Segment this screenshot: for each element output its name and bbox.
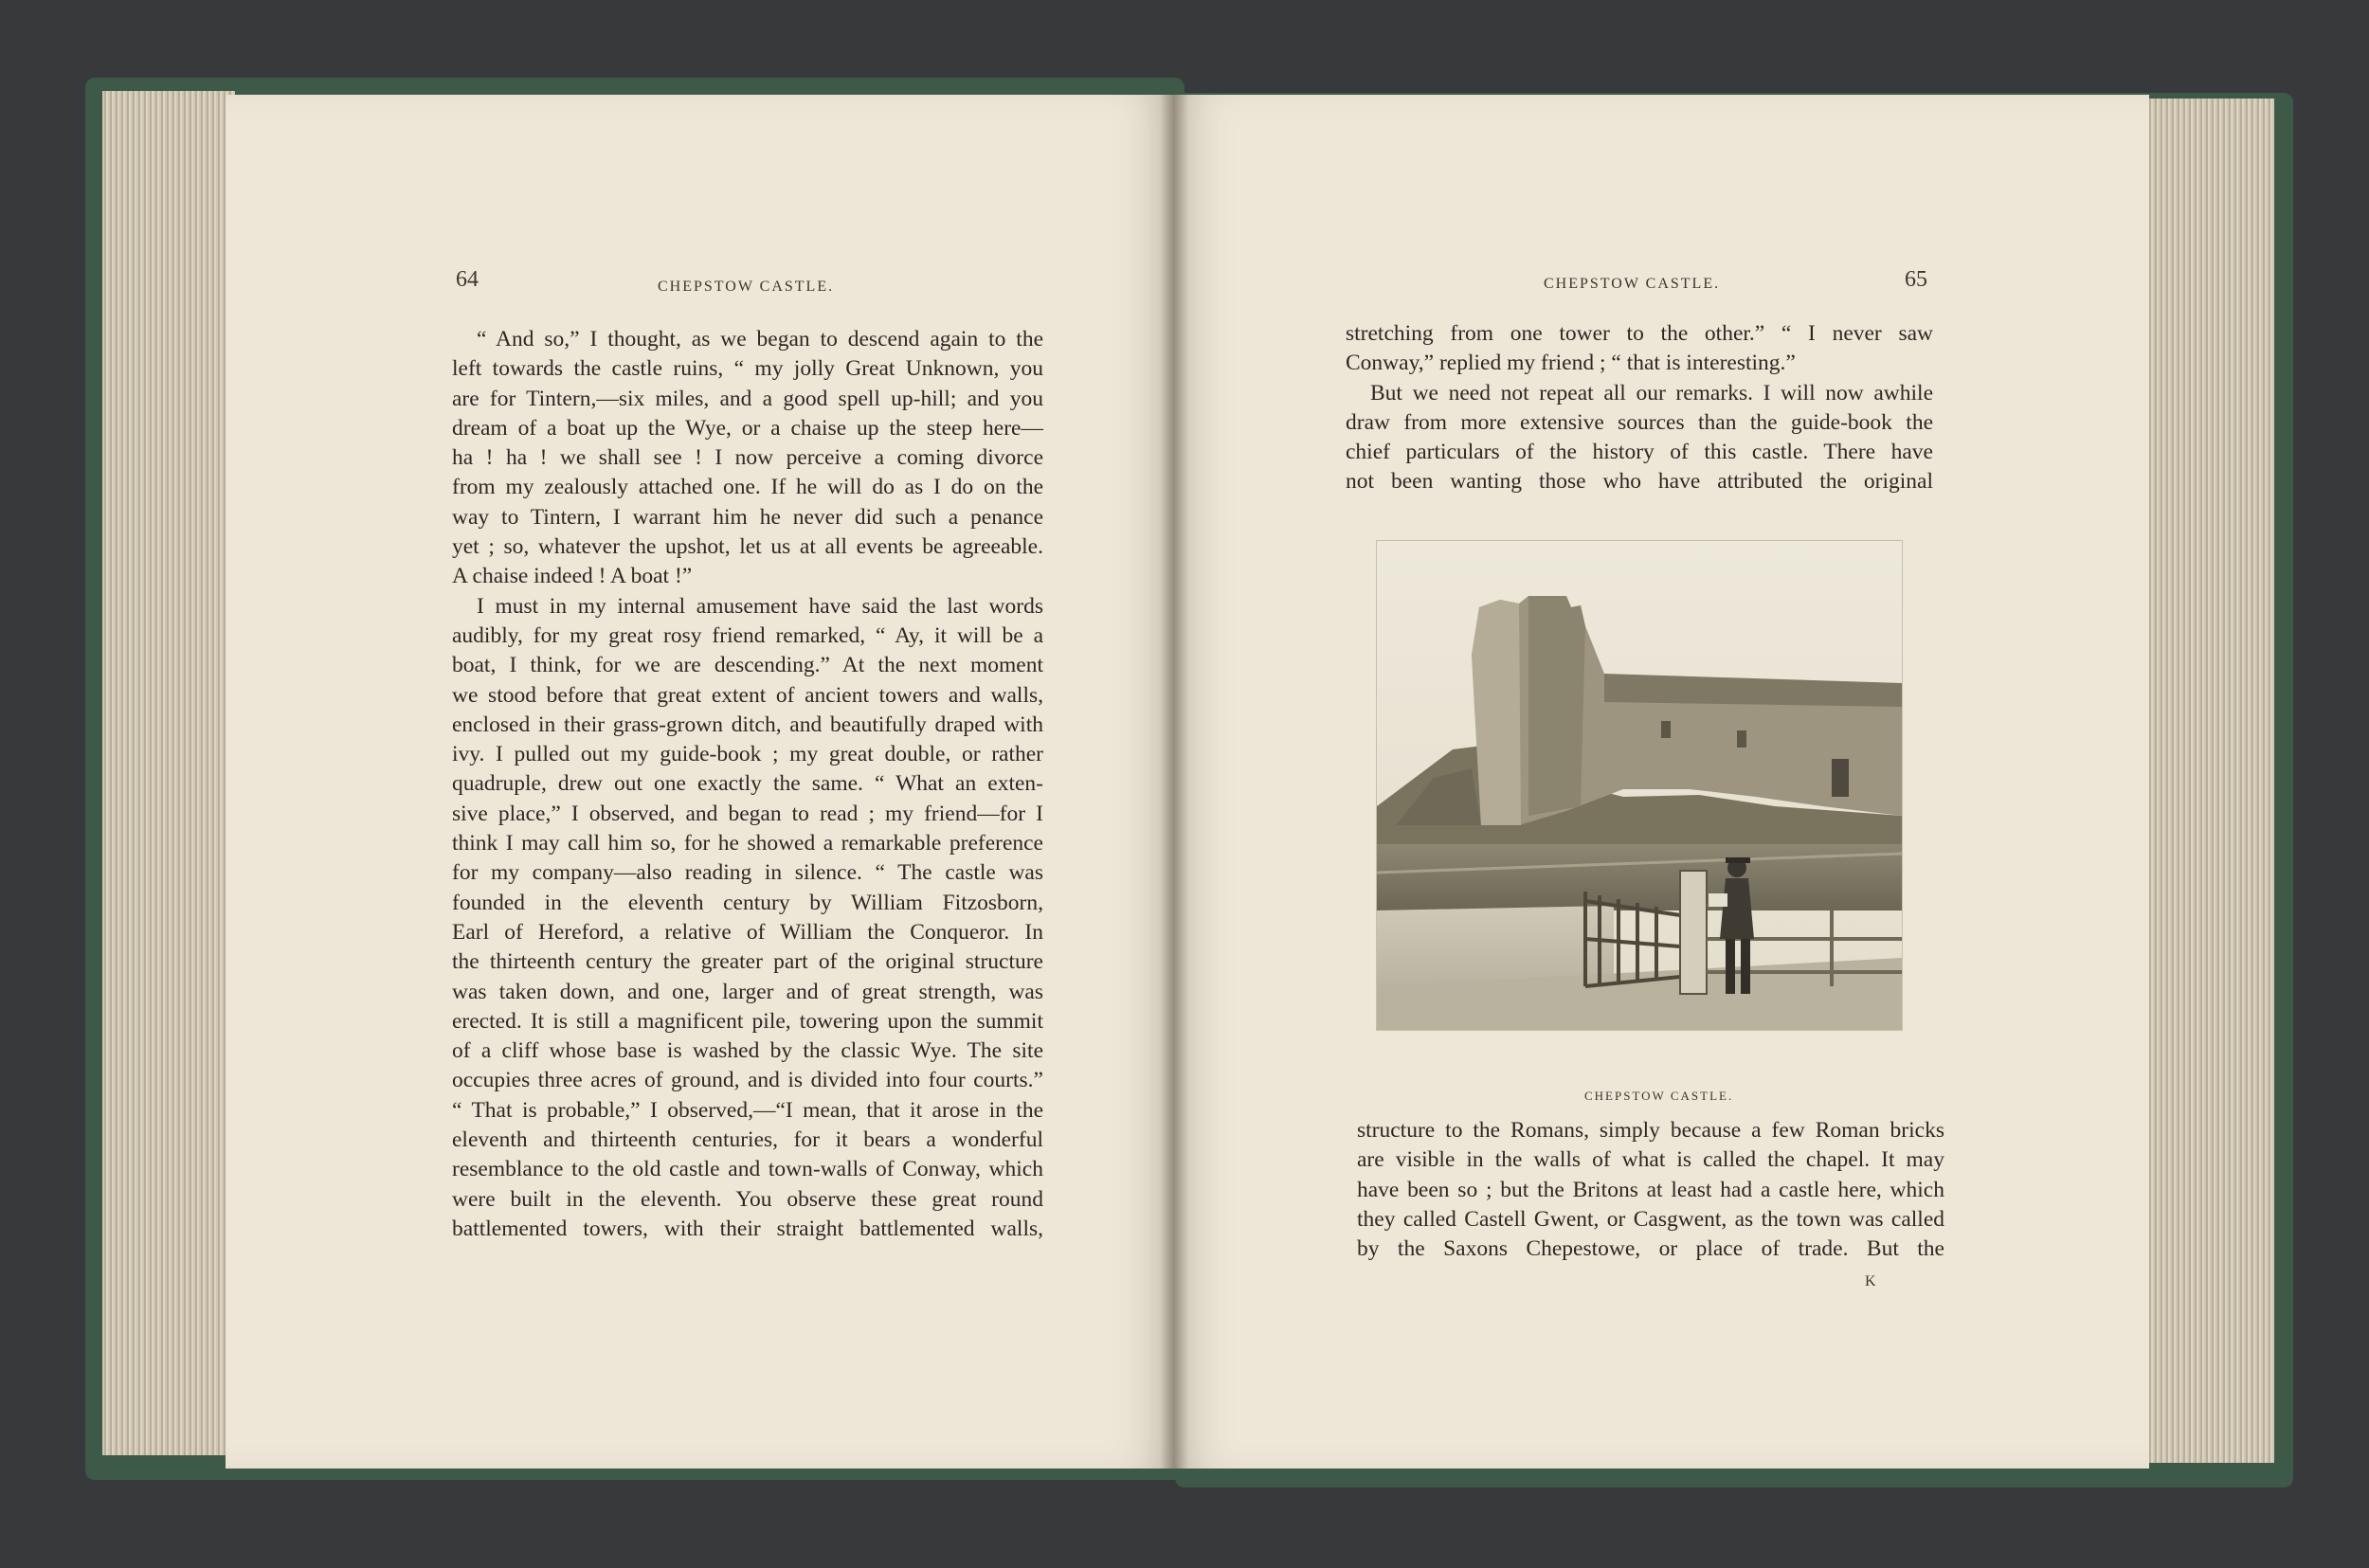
right-running-head: CHEPSTOW CASTLE.: [1544, 276, 1721, 292]
text-line: sive place,” I observed, and began to read ; my friend—for I: [452, 801, 1043, 826]
text-line: by the Saxons Chepestowe, or place of trade. But the: [1357, 1236, 1944, 1262]
book-gutter: [1160, 95, 1188, 1469]
right-page-text-bottom: [1357, 1116, 1944, 1264]
right-page-number: 65: [1905, 267, 1927, 292]
text-line: from my zealously attached one. If he will do as I do on the: [452, 475, 1043, 500]
text-line: founded in the eleventh century by William Fitzosborn,: [452, 890, 1043, 915]
text-line: we stood before that great extent of ancient towers and walls,: [452, 682, 1043, 708]
page-edges-right: [2142, 99, 2274, 1463]
text-line: way to Tintern, I warrant him he never did such a penance: [452, 504, 1043, 530]
photo-caption: CHEPSTOW CASTLE.: [1584, 1089, 1734, 1103]
text-line: the thirteenth century the greater part of the original structure: [452, 949, 1043, 975]
text-line: A chaise indeed ! A boat !”: [452, 564, 693, 589]
text-line: structure to the Romans, simply because a few Roman bricks: [1357, 1118, 1944, 1143]
text-line: ivy. I pulled out my guide-book ; my great double, or rather: [452, 742, 1043, 767]
text-line: not been wanting those who have attributed the original: [1346, 469, 1933, 495]
text-line: “ And so,” I thought, as we began to descend again to the: [477, 327, 1043, 351]
text-line: erected. It is still a magnificent pile, towering upon the summit: [452, 1008, 1043, 1034]
text-line: are for Tintern,—six miles, and a good spell up-hill; and you: [452, 386, 1043, 411]
text-line: boat, I think, for we are descending.” At the next moment: [452, 653, 1043, 678]
text-line: eleventh and thirteenth centuries, for it bears a wonderful: [452, 1127, 1043, 1153]
text-line: ha ! ha ! we shall see ! I now perceive a coming divorce: [452, 445, 1043, 471]
text-line: But we need not repeat all our remarks. I will now awhile: [1370, 380, 1933, 406]
text-line: I must in my internal amusement have said the last words: [477, 593, 1043, 619]
text-line: are visible in the walls of what is called the chapel. It may: [1357, 1147, 1944, 1173]
text-line: resemblance to the old castle and town-walls of Conway, which: [452, 1157, 1043, 1182]
text-line: occupies three acres of ground, and is divided into four courts.”: [452, 1068, 1043, 1093]
castle-photograph-image: [1377, 541, 1902, 1030]
castle-photograph: [1376, 540, 1903, 1031]
text-line: for my company—also reading in silence. “ The castle was: [452, 860, 1043, 886]
page-edges-left: [102, 91, 235, 1455]
right-page-text-top: [1346, 319, 1933, 497]
text-line: draw from more extensive sources than the guide-book the: [1346, 409, 1933, 435]
signature-mark: K: [1865, 1273, 1876, 1289]
left-running-head: CHEPSTOW CASTLE.: [658, 279, 835, 295]
text-line: dream of a boat up the Wye, or a chaise up the steep here—: [452, 415, 1043, 441]
text-line: Earl of Hereford, a relative of William the Conqueror. In: [452, 919, 1043, 945]
text-line: think I may call him so, for he showed a remarkable preference: [452, 831, 1043, 856]
text-line: audibly, for my great rosy friend remarked, “ Ay, it will be a: [452, 622, 1043, 648]
text-line: of a cliff whose base is washed by the classic Wye. The site: [452, 1038, 1043, 1064]
text-line: battlemented towers, with their straight battlemented walls,: [452, 1216, 1043, 1241]
text-line: was taken down, and one, larger and of great strength, was: [452, 979, 1043, 1004]
left-page-text: [452, 325, 1043, 1244]
text-line: chief particulars of the history of this castle. There have: [1346, 440, 1933, 465]
text-line: they called Castell Gwent, or Casgwent, as the town was called: [1357, 1206, 1944, 1232]
text-line: yet ; so, whatever the upshot, let us at all events be agreeable.: [452, 534, 1043, 560]
text-line: stretching from one tower to the other.” “ I never saw: [1346, 321, 1933, 346]
text-line: quadruple, drew out one exactly the same. “ What an exten-: [452, 771, 1043, 797]
left-page-number: 64: [456, 267, 479, 292]
text-line: have been so ; but the Britons at least had a castle here, which: [1357, 1177, 1944, 1202]
text-line: left towards the castle ruins, “ my jolly Great Unknown, you: [452, 356, 1043, 382]
text-line: were built in the eleventh. You observe these great round: [452, 1186, 1043, 1212]
text-line: enclosed in their grass-grown ditch, and beautifully draped with: [452, 712, 1043, 737]
text-line: “ That is probable,” I observed,—“I mean, that it arose in the: [452, 1097, 1043, 1123]
text-line: Conway,” replied my friend ; “ that is interesting.”: [1346, 351, 1796, 376]
